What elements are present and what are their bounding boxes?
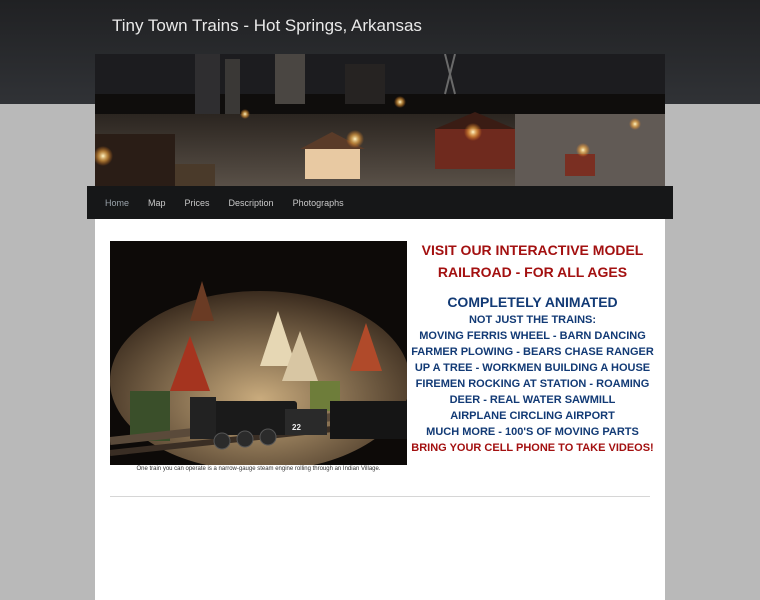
feature-line: FIREMEN ROCKING AT STATION - ROAMING xyxy=(415,378,650,390)
engine-number-label: 22 xyxy=(292,423,301,432)
content-divider xyxy=(110,496,650,497)
nav-item-map[interactable]: Map xyxy=(148,197,166,208)
feature-line: NOT JUST THE TRAINS: xyxy=(468,314,597,326)
photo-caption: One train you can operate is a narrow-gauge steam engine rolling through an Indian Village. xyxy=(136,466,381,472)
nav-item-prices[interactable]: Prices xyxy=(184,197,210,208)
headline-line-1: VISIT OUR INTERACTIVE MODEL xyxy=(421,242,644,258)
nav-item-description[interactable]: Description xyxy=(228,197,274,208)
call-to-action: BRING YOUR CELL PHONE TO TAKE VIDEOS! xyxy=(411,442,654,454)
feature-line: UP A TREE - WORKMEN BUILDING A HOUSE xyxy=(414,362,651,374)
header-banner-image xyxy=(95,54,665,188)
nav-item-home[interactable]: Home xyxy=(105,197,130,208)
site-title[interactable]: Tiny Town Trains - Hot Springs, Arkansas xyxy=(112,16,422,35)
feature-line: MUCH MORE - 100'S OF MOVING PARTS xyxy=(426,426,639,438)
feature-line: FARMER PLOWING - BEARS CHASE RANGER xyxy=(411,346,654,358)
headline-line-2: RAILROAD - FOR ALL AGES xyxy=(437,264,628,280)
main-navigation xyxy=(87,186,673,219)
main-content xyxy=(95,219,665,600)
model-town-night-scene xyxy=(95,54,665,188)
train-photo xyxy=(110,241,407,465)
feature-line: DEER - REAL WATER SAWMILL xyxy=(449,394,616,406)
indian-village-train-scene xyxy=(110,241,407,465)
feature-line: AIRPLANE CIRCLING AIRPORT xyxy=(450,410,615,422)
subheadline: COMPLETELY ANIMATED xyxy=(447,294,618,310)
promo-text-block xyxy=(410,239,655,456)
feature-line: MOVING FERRIS WHEEL - BARN DANCING xyxy=(419,330,646,342)
nav-item-photographs[interactable]: Photographs xyxy=(292,197,344,208)
